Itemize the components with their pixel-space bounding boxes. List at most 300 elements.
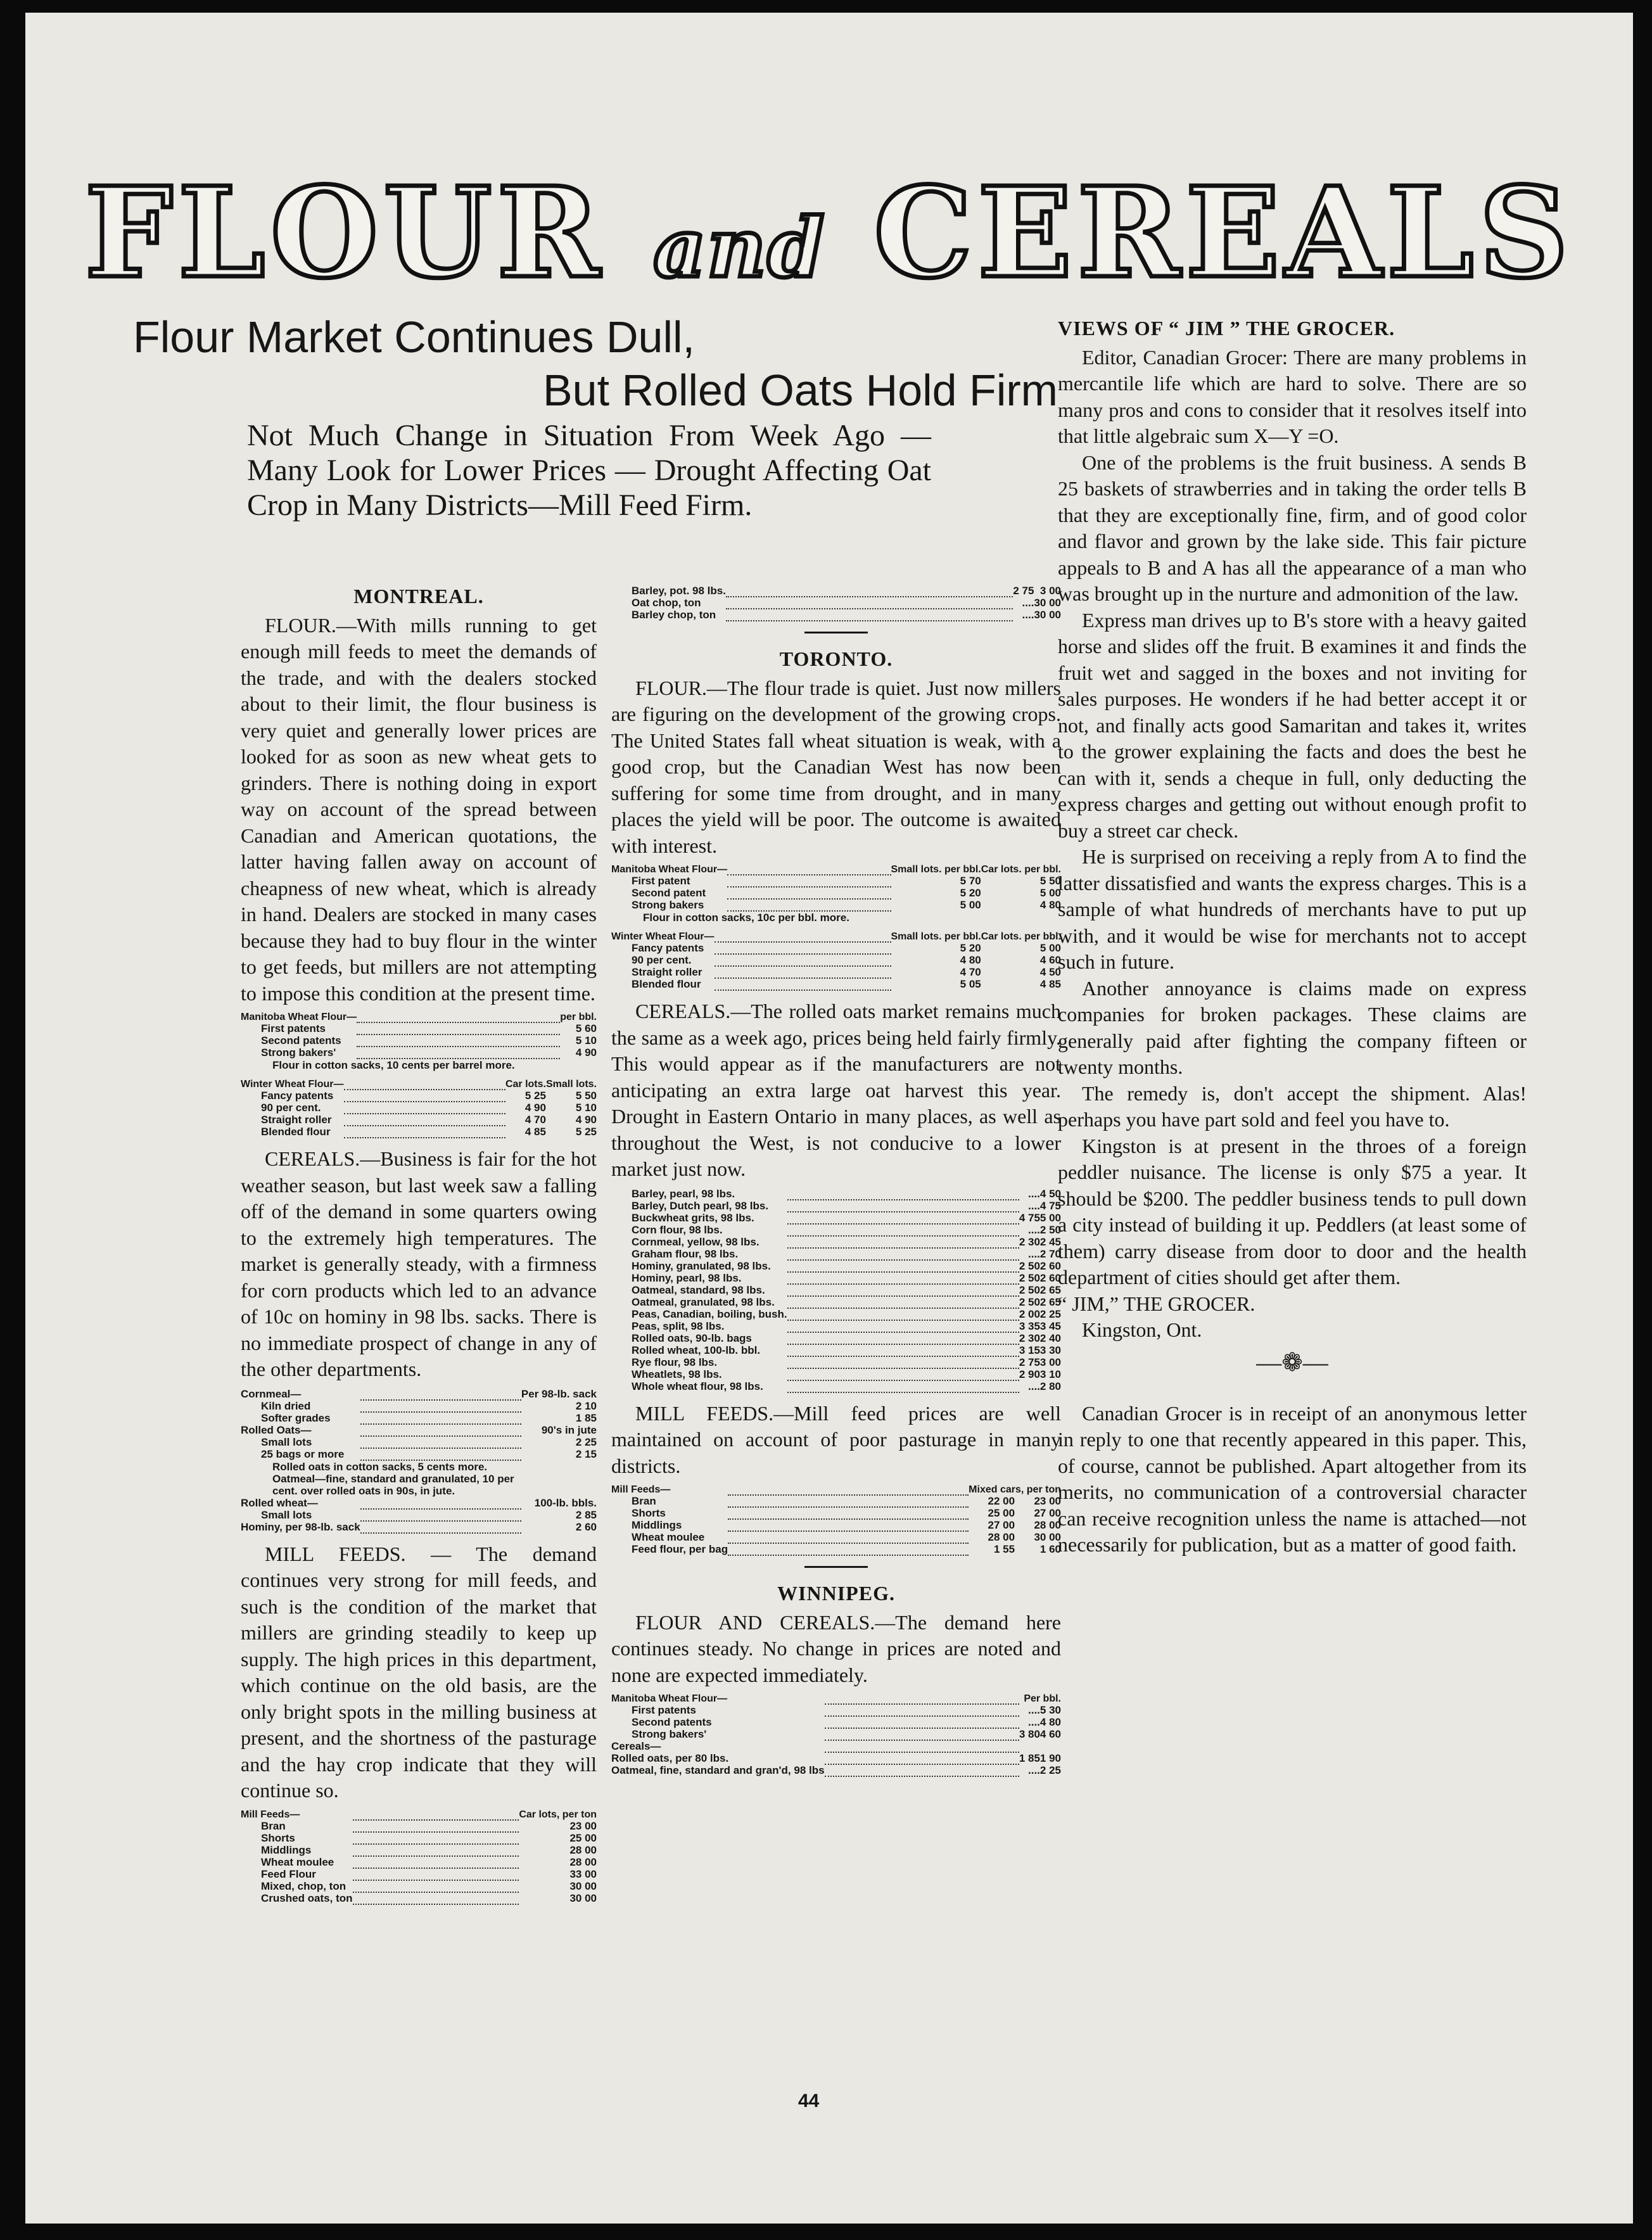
row-value: 23 00 — [569, 1819, 597, 1832]
row-value: 5 05 — [960, 978, 981, 990]
row-label: Feed flour, per bag — [632, 1543, 728, 1555]
row-label: Oatmeal, standard, 98 lbs. — [632, 1283, 765, 1296]
toronto-manitoba-table — [611, 864, 1061, 924]
row-value: 5 00 — [1039, 942, 1061, 954]
row-label: First patents — [261, 1022, 326, 1034]
table-row — [241, 1114, 597, 1126]
magazine-page — [25, 13, 1633, 2224]
row-value: 4 75 — [1039, 1199, 1061, 1212]
winnipeg-paragraph: FLOUR AND CEREALS.—The demand here continues steady. No change in prices are noted and none are expected immediately. — [611, 1610, 1061, 1686]
row-value: 4 85 — [524, 1126, 546, 1138]
row-value: 2 30 — [1019, 1332, 1040, 1344]
toronto-mill-table — [611, 1484, 1061, 1556]
table-row — [611, 1740, 1061, 1752]
toronto-cereal-table — [611, 1188, 1061, 1393]
table-row — [241, 1090, 597, 1102]
table-row — [241, 1436, 597, 1448]
row-value: 4 60 — [1039, 1728, 1061, 1740]
row-label: Hominy, pearl, 98 lbs. — [632, 1271, 742, 1284]
table-row — [241, 1126, 597, 1138]
table-row — [611, 1212, 1061, 1224]
row-value: .... — [1028, 1716, 1040, 1728]
table-row — [241, 1820, 597, 1832]
table-header-row — [611, 931, 1061, 942]
table-row — [241, 1424, 597, 1436]
row-label: Strong bakers' — [632, 1728, 707, 1740]
table-row — [611, 1200, 1061, 1212]
row-label: Hominy, granulated, 98 lbs. — [632, 1259, 771, 1272]
table-row — [241, 1400, 597, 1412]
montreal-mill-table — [241, 1809, 597, 1905]
row-value: 3 30 — [1039, 1344, 1061, 1356]
table-label: Manitoba Wheat Flour— — [241, 1012, 357, 1022]
table-row — [611, 1248, 1061, 1260]
table-row — [241, 1388, 597, 1400]
montreal-cereal-table — [241, 1388, 597, 1534]
row-label: Kiln dried — [261, 1399, 311, 1412]
row-value: 4 90 — [524, 1102, 546, 1114]
table-row — [611, 899, 1061, 911]
row-label: Second patent — [632, 887, 706, 899]
table-row — [611, 1224, 1061, 1236]
row-value: 3 00 — [1039, 585, 1061, 597]
row-value: 3 45 — [1039, 1320, 1061, 1332]
table-col: Small lots. — [545, 1079, 597, 1090]
row-value: .... — [1028, 1380, 1040, 1392]
row-value: 5 60 — [575, 1022, 597, 1034]
row-value: .... — [1022, 597, 1034, 609]
row-value: .... — [1028, 1187, 1040, 1200]
table-row — [611, 1296, 1061, 1308]
row-value: 4 70 — [524, 1114, 546, 1126]
article-deck: Not Much Change in Situation From Week Ago —Many Look for Lower Prices — Drought Affecting Oat Crop in Many Districts—Mill Feed Firm. — [247, 419, 931, 522]
row-value: 2 50 — [1039, 1223, 1061, 1236]
row-value: 5 30 — [1039, 1704, 1061, 1716]
row-value: 100-lb. bbls. — [534, 1496, 597, 1509]
row-value: 25 00 — [569, 1831, 597, 1844]
headline-line-1: Flour Market Continues Dull, — [133, 312, 695, 362]
section-rule — [804, 632, 868, 633]
row-value: 2 80 — [1039, 1380, 1061, 1392]
table-label: Manitoba Wheat Flour— — [611, 1693, 728, 1704]
table-row — [241, 1832, 597, 1844]
table-row — [611, 1236, 1061, 1248]
row-value: 28 00 — [988, 1531, 1015, 1543]
toronto-heading: TORONTO. — [779, 647, 893, 670]
row-label: Whole wheat flour, 98 lbs. — [632, 1380, 763, 1392]
table-row — [241, 1448, 597, 1460]
toronto-cereals-paragraph: CEREALS.—The rolled oats market remains much the same as a week ago, prices being held fairly firmly. This would appear as if the manufacturers are not anticipating an extra large oat harvest this year. Drought in Eastern Ontario in many places, as well as throughout the West, is not conducive to a lower market just now. — [611, 1000, 1061, 1180]
table-label: Winter Wheat Flour— — [611, 931, 715, 942]
column-montreal — [241, 580, 597, 1912]
row-value: 2 75 — [1013, 585, 1034, 597]
table-row — [611, 1284, 1061, 1296]
row-value: .... — [1028, 1704, 1040, 1716]
row-label: Buckwheat grits, 98 lbs. — [632, 1211, 754, 1224]
row-value: 2 50 — [1019, 1271, 1040, 1284]
row-value: .... — [1028, 1223, 1040, 1236]
table-label: Mill Feeds— — [611, 1484, 671, 1495]
banner-and: and — [653, 201, 825, 296]
row-value: 30 00 — [1034, 597, 1061, 609]
montreal-flour-paragraph: FLOUR.—With mills running to get enough mill feeds to meet the demands of the trade, and with the dealers stocked about to their limit, the flour business is very quiet and generally lower prices are looked for as soon as new wheat gets to grinders. There is nothing doing in export way on account of the spread between Canadian and American quotations, the latter having fallen away on account of cheapness of new wheat, which is already in hand. Dealers are stocked in many cases because they had to buy flour in the winter to get feeds, but millers are not attempting to impose this condition at the present time. — [241, 613, 597, 1005]
table-row — [241, 1460, 597, 1473]
table-row — [611, 1764, 1061, 1776]
table-row — [241, 1521, 597, 1533]
table-row — [241, 1497, 597, 1509]
table-label: Manitoba Wheat Flour— — [611, 864, 728, 875]
row-label: Oat chop, ton — [632, 597, 701, 609]
letter-paragraph: Express man drives up to B's store with a heavy gaited horse and slides off the fruit. B examines it and finds the fruit wet and sagged in the boxes and not inviting for sales purposes. He wonders if he had better accept it or not, and finally acts good Samaritan and takes it, writes to the grower explaining the facts and does the best he can with it, sends a cheque in full, only deducting the express charges and getting out without enough profit to buy a street car check. — [1058, 608, 1527, 842]
letter-paragraph: Another annoyance is claims made on express companies for broken packages. These claims are generally paid after fighting the company fifteen or twenty months. — [1058, 976, 1527, 1078]
letter-place: Kingston, Ont. — [1082, 1318, 1202, 1341]
row-value: 2 25 — [1039, 1764, 1061, 1776]
ornament-divider: —❁— — [1256, 1347, 1328, 1377]
section-rule — [804, 1566, 868, 1568]
row-value: .... — [1028, 1199, 1040, 1212]
table-row — [241, 1892, 597, 1904]
table-row — [611, 597, 1061, 609]
table-row — [611, 1704, 1061, 1716]
row-value: 2 40 — [1039, 1332, 1061, 1344]
table-row — [241, 1034, 597, 1047]
row-value: 1 60 — [1039, 1543, 1061, 1555]
letter-paragraph: He is surprised on receiving a reply from A to find the latter dissatisfied and wants the express charges. This is a sample of what hundreds of merchants have to put up with, and it would be wise for merchants not to accept such in future. — [1058, 845, 1527, 973]
row-value: 4 60 — [1039, 954, 1061, 966]
letter-paragraph: One of the problems is the fruit business. A sends B 25 baskets of strawberries and in taking the order tells B that they are exceptionally fine, firm, and of good color and flavor and grown by the lake side. This fair picture appeals to B and A has all the appearance of a man who was brought up in the nurture and admonition of the law. — [1058, 450, 1527, 605]
row-value: 2 60 — [575, 1520, 597, 1533]
table-row — [241, 1844, 597, 1856]
table-label: Mill Feeds— — [241, 1809, 300, 1820]
column-letter — [1058, 315, 1527, 1558]
table-row — [611, 1308, 1061, 1320]
page-number: 44 — [798, 2090, 820, 2111]
row-label: Middlings — [632, 1519, 682, 1531]
table-note: Flour in cotton sacks, 10 cents per barrel more. — [272, 1059, 515, 1071]
row-value: 2 50 — [1019, 1295, 1040, 1308]
row-label: Barley, pearl, 98 lbs. — [632, 1187, 735, 1200]
row-value: 1 55 — [993, 1543, 1015, 1555]
row-value: 2 50 — [1019, 1283, 1040, 1296]
table-row — [241, 1880, 597, 1892]
row-label: Cornmeal, yellow, 98 lbs. — [632, 1235, 759, 1248]
table-col: Per bbl. — [1024, 1693, 1061, 1704]
row-value: 5 50 — [575, 1090, 597, 1102]
row-label: Shorts — [261, 1831, 295, 1844]
row-value: 2 70 — [1039, 1247, 1061, 1260]
table-header-row — [611, 1484, 1061, 1495]
row-value: 4 90 — [575, 1114, 597, 1126]
row-value: 2 60 — [1039, 1271, 1061, 1284]
row-label: Peas, split, 98 lbs. — [632, 1320, 725, 1332]
row-value: 4 80 — [960, 954, 981, 966]
row-value: 5 00 — [960, 899, 981, 911]
table-header-row — [611, 1693, 1061, 1704]
row-label: Rye flour, 98 lbs. — [632, 1356, 718, 1368]
row-label: Peas, Canadian, boiling, bush. — [632, 1308, 787, 1320]
table-header-row — [241, 1079, 597, 1090]
row-value: 4 90 — [575, 1047, 597, 1059]
table-note: Flour in cotton sacks, 10c per bbl. more. — [643, 912, 849, 924]
row-value: 90's in jute — [541, 1423, 597, 1436]
table-row — [611, 1380, 1061, 1392]
row-label: First patents — [632, 1704, 697, 1716]
table-col: Small lots. per bbl. — [891, 864, 981, 875]
row-label: Rolled wheat, 100-lb. bbl. — [632, 1344, 761, 1356]
table-row — [241, 1047, 597, 1059]
row-value: 30 00 — [569, 1880, 597, 1892]
winnipeg-table — [611, 1693, 1061, 1777]
table-header-row — [241, 1809, 597, 1820]
row-value: 2 00 — [1019, 1308, 1040, 1320]
row-value: 2 50 — [1019, 1259, 1040, 1272]
row-label: Barley, pot. 98 lbs. — [632, 585, 726, 597]
row-value: 27 00 — [988, 1519, 1015, 1531]
row-label: Cornmeal— — [241, 1387, 302, 1400]
table-row — [611, 1188, 1061, 1200]
row-value: 3 35 — [1019, 1320, 1040, 1332]
row-value: 1 90 — [1039, 1752, 1061, 1764]
row-value: 3 10 — [1039, 1368, 1061, 1380]
row-value: 2 25 — [575, 1435, 597, 1448]
row-label: Wheatlets, 98 lbs. — [632, 1368, 722, 1380]
row-label: Mixed, chop, ton — [261, 1880, 346, 1892]
row-label: 90 per cent. — [261, 1102, 321, 1114]
letter-paragraph: The remedy is, don't accept the shipment. Alas! perhaps you have part sold and feel you have to. — [1058, 1081, 1527, 1131]
row-label: Small lots — [261, 1435, 312, 1448]
table-row — [611, 887, 1061, 899]
row-value: 25 00 — [988, 1507, 1015, 1519]
row-value: 2 75 — [1019, 1356, 1040, 1368]
table-row — [611, 978, 1061, 990]
row-value: 33 00 — [569, 1868, 597, 1880]
row-value: 2 15 — [575, 1448, 597, 1460]
montreal-heading: MONTREAL. — [353, 585, 484, 608]
row-label: Rolled oats, 90-lb. bags — [632, 1332, 752, 1344]
row-value: 5 10 — [575, 1034, 597, 1047]
montreal-cereals-paragraph: CEREALS.—Business is fair for the hot weather season, but last week saw a falling off of the demand in some quarters owing to the extremely high temperatures. The market is generally steady, with a firmness for corn products which led to an advance of 10c on hominy in 98 lbs. sacks. There is no immediate prospect of change in any of the other departments. — [241, 1147, 597, 1380]
row-label: Blended flour — [261, 1126, 331, 1138]
row-value: .... — [1028, 1247, 1040, 1260]
row-label: Straight roller — [261, 1114, 332, 1126]
montreal-winter-table — [241, 1079, 597, 1138]
table-row — [241, 1856, 597, 1868]
row-label: Oatmeal, fine, standard and gran'd, 98 lbs — [611, 1764, 825, 1776]
table-col: Mixed cars, per ton — [969, 1484, 1061, 1495]
banner-flour: FLOUR — [84, 160, 606, 306]
table-row — [611, 1320, 1061, 1332]
table-col: Car lots. — [505, 1079, 546, 1090]
row-value: 1 85 — [1019, 1752, 1040, 1764]
table-row — [611, 1543, 1061, 1555]
row-label: Barley, Dutch pearl, 98 lbs. — [632, 1199, 769, 1212]
row-value — [1040, 1740, 1061, 1752]
row-value: 4 80 — [1039, 899, 1061, 911]
row-value: 22 00 — [988, 1495, 1015, 1507]
table-row — [611, 1260, 1061, 1272]
row-label: Corn flour, 98 lbs. — [632, 1223, 723, 1236]
table-col: Small lots. per bbl. — [891, 931, 981, 942]
row-value: 23 00 — [1034, 1495, 1061, 1507]
row-label: Middlings — [261, 1843, 312, 1856]
table-row — [611, 954, 1061, 966]
row-label: Second patents — [261, 1034, 341, 1047]
headline-line-2: But Rolled Oats Hold Firm — [542, 366, 1058, 415]
row-label: Crushed oats, ton — [261, 1892, 353, 1904]
row-value: 2 90 — [1019, 1368, 1040, 1380]
row-value: Per 98-lb. sack — [521, 1387, 597, 1400]
toronto-mill-paragraph: MILL FEEDS.—Mill feed prices are well maintained on account of poor pasturage in many districts. — [611, 1401, 1061, 1477]
row-value: 5 25 — [575, 1126, 597, 1138]
table-label: Winter Wheat Flour— — [241, 1079, 344, 1090]
row-label: Wheat moulee — [632, 1531, 705, 1543]
row-label: Second patents — [632, 1716, 712, 1728]
row-label: Rolled wheat— — [241, 1496, 318, 1509]
closing-paragraph: Canadian Grocer is in receipt of an anonymous letter in reply to one that recently appeared in this paper. This, of course, cannot be published. Apart altogether from its merits, no communication of a controversial character can receive recognition unless the name is attached—not necessarily for publication, but as a matter of good faith. — [1058, 1401, 1527, 1556]
row-value: 4 80 — [1039, 1716, 1061, 1728]
section-banner — [25, 160, 1633, 306]
montreal-mill-paragraph: MILL FEEDS. — The demand continues very strong for mill feeds, and such is the condition of the market that millers are grinding steadily to keep up supply. The high prices in this department, which continue on the old basis, are the only bright spots in the milling business at present, and the shortness of the pasturage and the hay crop indicate that they will continue so. — [241, 1542, 597, 1802]
row-value: 30 00 — [1034, 609, 1061, 621]
table-header-row — [611, 864, 1061, 875]
row-value: 2 45 — [1039, 1235, 1061, 1248]
montreal-continued-table — [611, 585, 1061, 621]
row-value — [1019, 1740, 1040, 1752]
table-row — [241, 1868, 597, 1880]
row-label: 90 per cent. — [632, 954, 692, 966]
row-value: 5 25 — [524, 1090, 546, 1102]
row-value: 4 50 — [1039, 1187, 1061, 1200]
table-row — [611, 1752, 1061, 1764]
table-row — [611, 1272, 1061, 1284]
row-value: 3 15 — [1019, 1344, 1040, 1356]
banner-cereals: CEREALS — [874, 160, 1574, 306]
row-value: 2 65 — [1039, 1295, 1061, 1308]
table-row — [611, 875, 1061, 887]
row-label: 25 bags or more — [261, 1448, 345, 1460]
row-label: Fancy patents — [261, 1090, 334, 1102]
row-label: Strong bakers — [632, 899, 704, 911]
table-row — [241, 1412, 597, 1424]
letter-signature: “ JIM,” THE GROCER. — [1058, 1292, 1255, 1315]
row-value: 5 20 — [960, 887, 981, 899]
table-row — [611, 609, 1061, 621]
row-value: 3 00 — [1039, 1356, 1061, 1368]
row-value: 5 20 — [960, 942, 981, 954]
row-value: 2 10 — [575, 1399, 597, 1412]
row-value: 28 00 — [569, 1843, 597, 1856]
row-label: Rolled oats in cotton sacks, 5 cents more. — [272, 1460, 488, 1473]
table-row — [611, 942, 1061, 954]
letter-heading: VIEWS OF “ JIM ” THE GROCER. — [1058, 317, 1395, 340]
row-label: Barley chop, ton — [632, 609, 716, 621]
row-value: 2 65 — [1039, 1283, 1061, 1296]
row-value: 5 70 — [960, 875, 981, 887]
row-value: 28 00 — [569, 1855, 597, 1868]
table-row — [611, 1356, 1061, 1368]
row-label: Oatmeal—fine, standard and granulated, 10 per cent. over rolled oats in 90s, in jute. — [272, 1472, 514, 1497]
row-value: 1 85 — [575, 1411, 597, 1424]
row-value: 2 25 — [1039, 1308, 1061, 1320]
toronto-flour-paragraph: FLOUR.—The flour trade is quiet. Just now millers are figuring on the development of the growing crops. The United States fall wheat situation is weak, with a good crop, but the Canadian West has now been suffering for some time from drought, and in many places the yield will be poor. The outcome is awaited with interest. — [611, 676, 1061, 857]
table-row — [241, 1102, 597, 1114]
row-label: Feed Flour — [261, 1868, 316, 1880]
table-row — [611, 1716, 1061, 1728]
row-value: 2 30 — [1019, 1235, 1040, 1248]
table-row — [611, 1344, 1061, 1356]
row-value: 5 50 — [1039, 875, 1061, 887]
table-header-row — [241, 1012, 597, 1022]
row-label: Fancy patents — [632, 942, 704, 954]
table-col: Car lots, per ton — [519, 1809, 597, 1820]
row-label: Softer grades — [261, 1411, 331, 1424]
letter-paragraph: Editor, Canadian Grocer: There are many problems in mercantile life which are hard to solve. There are so many pros and cons to consider that it resolves itself into that little algebraic sum X—Y =O. — [1058, 345, 1527, 447]
row-value: 5 10 — [575, 1102, 597, 1114]
row-value: 3 80 — [1019, 1728, 1040, 1740]
row-label: Oatmeal, granulated, 98 lbs. — [632, 1295, 775, 1308]
table-col: Car lots. per bbl. — [981, 864, 1061, 875]
row-value: 30 00 — [1034, 1531, 1061, 1543]
row-value: 4 75 — [1019, 1211, 1040, 1224]
row-label: Graham flour, 98 lbs. — [632, 1247, 739, 1260]
table-row — [611, 1728, 1061, 1740]
table-row — [611, 1531, 1061, 1543]
row-label: Strong bakers' — [261, 1047, 336, 1059]
row-value: 28 00 — [1034, 1519, 1061, 1531]
table-row — [611, 1368, 1061, 1380]
row-value: 2 85 — [575, 1508, 597, 1521]
row-label: Blended flour — [632, 978, 701, 990]
row-value: 2 60 — [1039, 1259, 1061, 1272]
toronto-winter-table — [611, 931, 1061, 991]
table-row — [611, 585, 1061, 597]
table-row — [241, 1509, 597, 1521]
column-toronto-winnipeg — [611, 580, 1061, 1785]
row-label: Wheat moulee — [261, 1855, 334, 1868]
table-col: Car lots. per bbl. — [981, 931, 1061, 942]
row-label: Shorts — [632, 1507, 666, 1519]
letter-paragraph: Kingston is at present in the throes of a foreign peddler nuisance. The license is only $75 a year. It should be $200. The peddler business tends to pull down a city instead of building it up. Peddlers (at least some of them) carry disease from door to door and the health department of cities should get after them. — [1058, 1134, 1527, 1289]
row-label: Small lots — [261, 1508, 312, 1521]
row-value: 27 00 — [1034, 1507, 1061, 1519]
table-row — [241, 1473, 597, 1497]
row-label: Rolled Oats— — [241, 1423, 312, 1436]
winnipeg-heading: WINNIPEG. — [777, 1582, 895, 1605]
table-row — [611, 1332, 1061, 1344]
row-label: Cereals— — [611, 1740, 661, 1752]
row-label: Bran — [632, 1495, 656, 1507]
row-value: 5 00 — [1039, 887, 1061, 899]
row-value: .... — [1022, 609, 1034, 621]
row-value: 30 00 — [569, 1892, 597, 1904]
table-row — [611, 1519, 1061, 1531]
row-value: 5 00 — [1039, 1211, 1061, 1224]
row-value: .... — [1028, 1764, 1040, 1776]
table-row — [611, 1495, 1061, 1507]
table-row — [611, 1507, 1061, 1519]
article-headline — [133, 310, 1058, 417]
row-value: 4 85 — [1039, 978, 1061, 990]
table-row — [241, 1022, 597, 1034]
montreal-manitoba-table — [241, 1012, 597, 1071]
row-label: Rolled oats, per 80 lbs. — [611, 1752, 729, 1764]
table-col: per bbl. — [560, 1012, 597, 1022]
row-value: 4 70 — [960, 966, 981, 978]
row-label: Straight roller — [632, 966, 702, 978]
row-label: Bran — [261, 1819, 286, 1832]
row-label: First patent — [632, 875, 690, 887]
row-value: 4 50 — [1039, 966, 1061, 978]
